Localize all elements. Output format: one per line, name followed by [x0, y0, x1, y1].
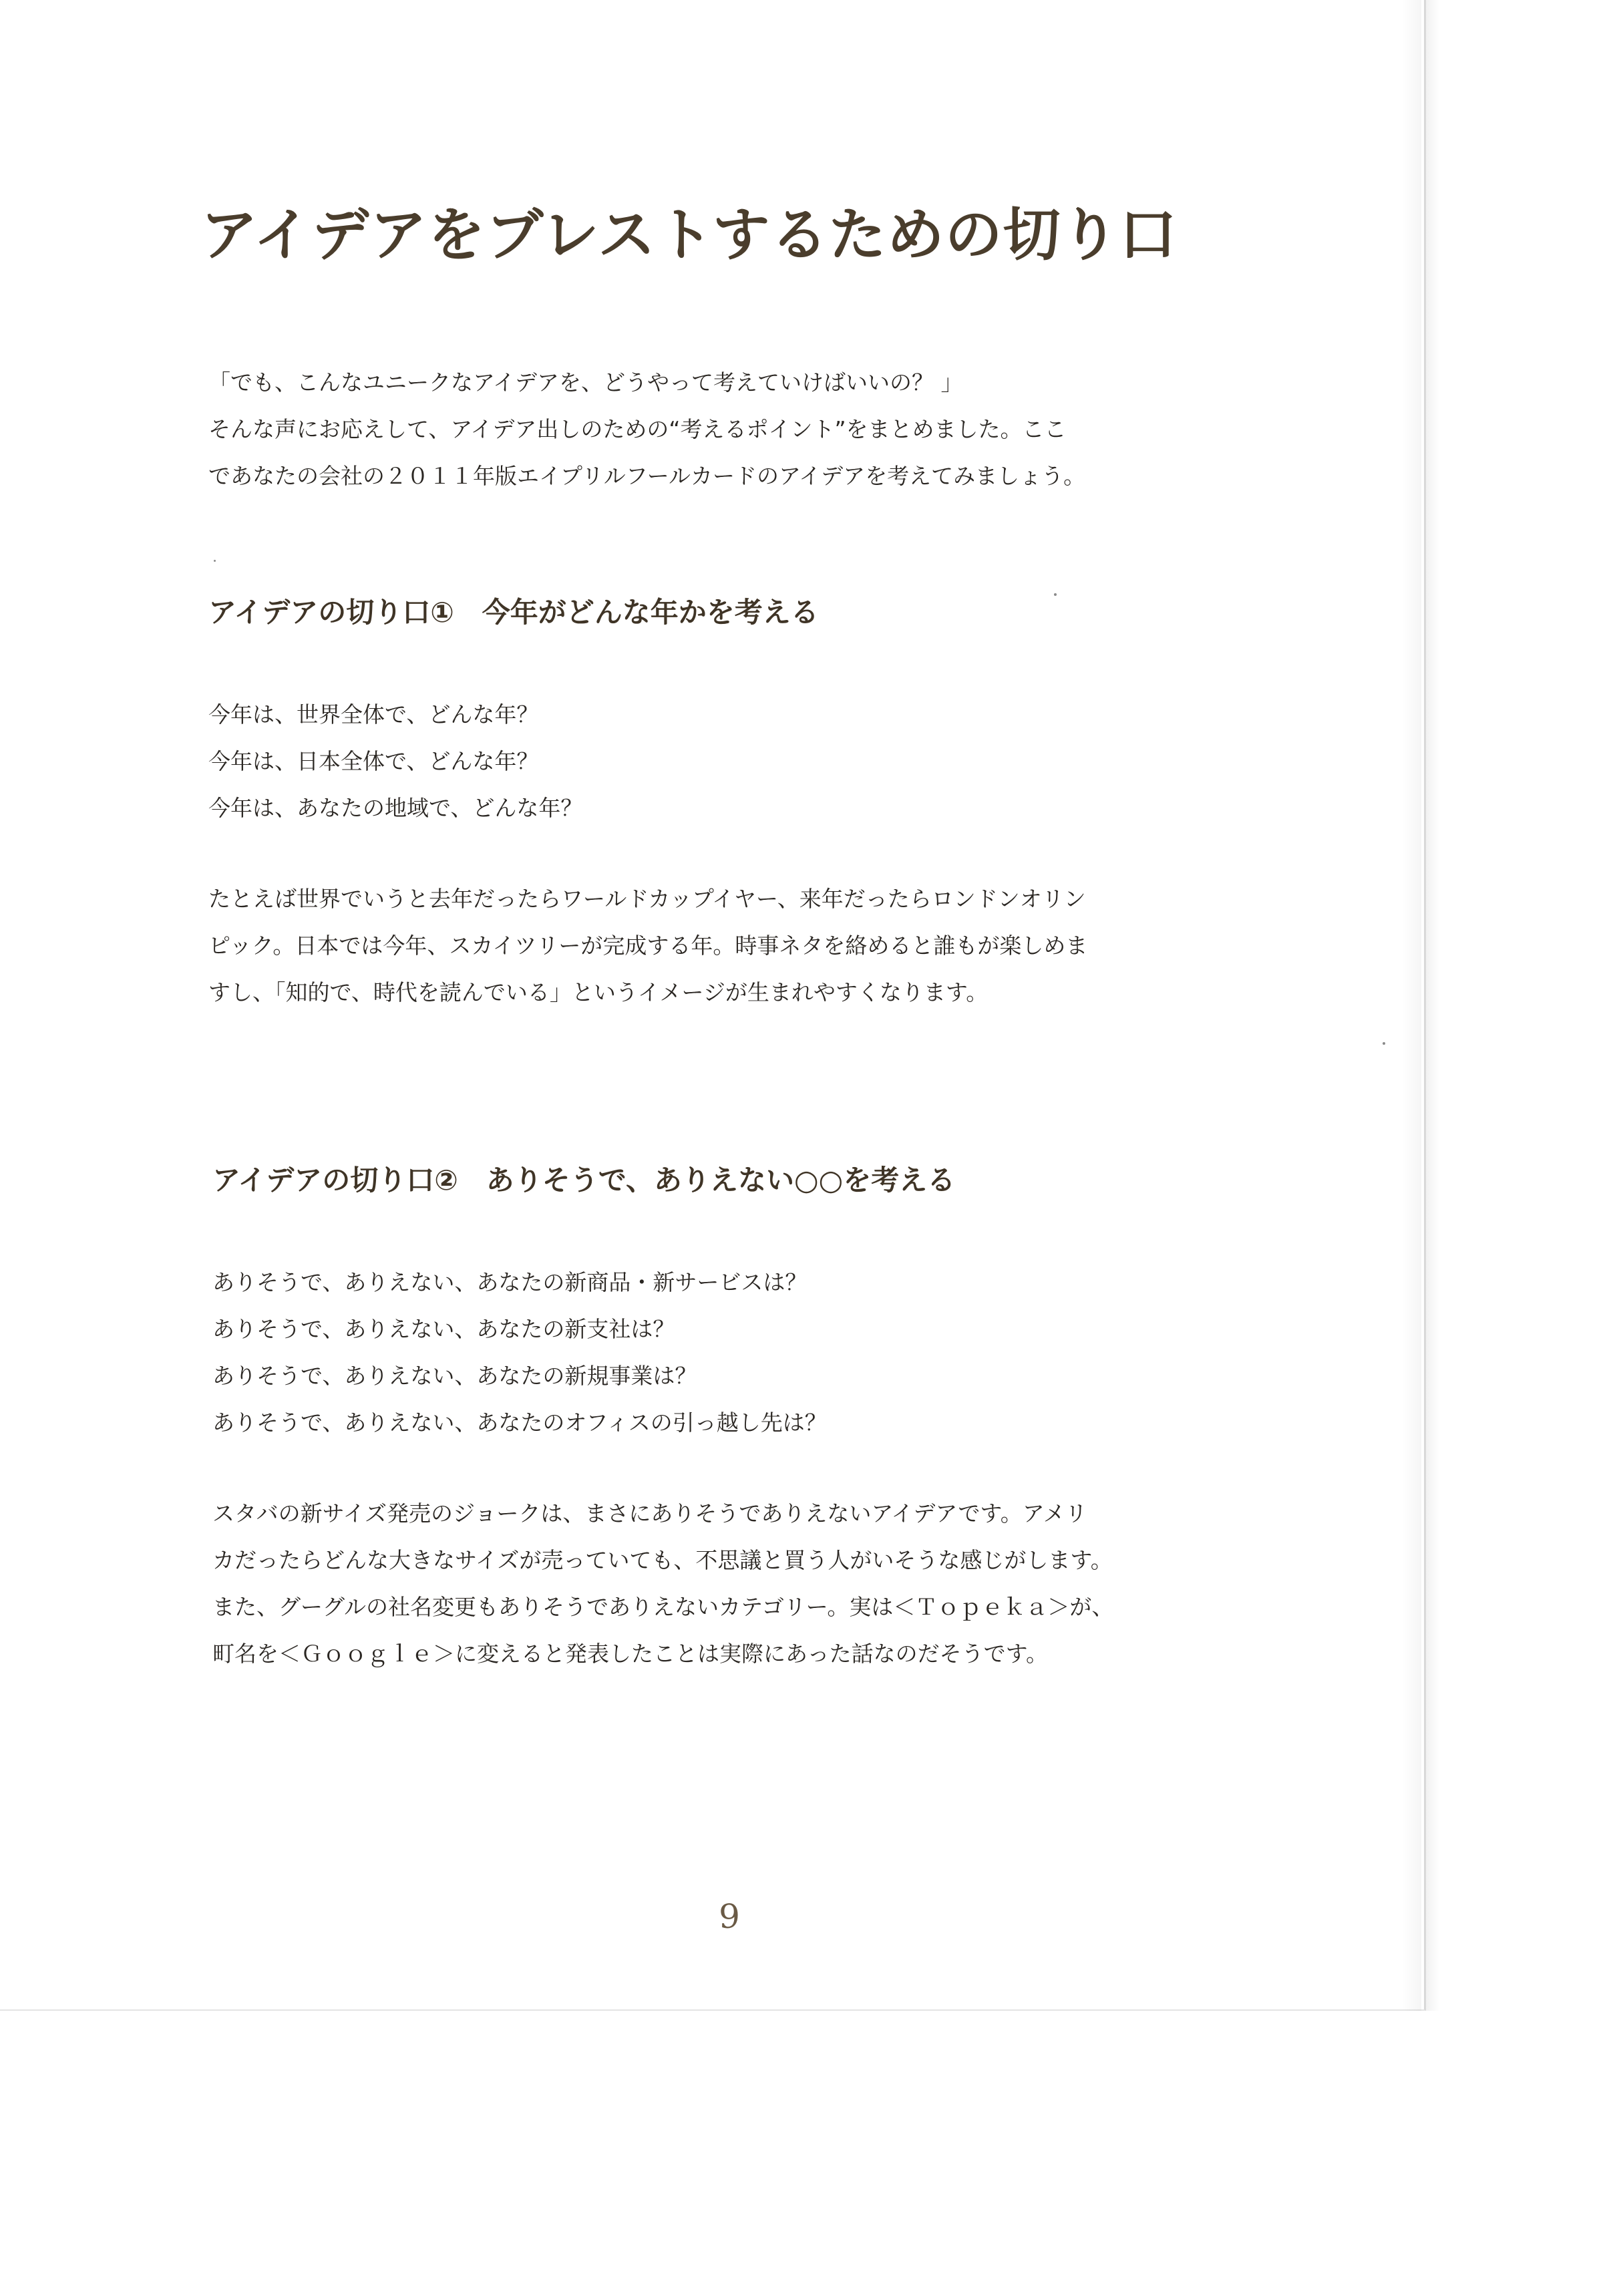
page-title: アイデアをブレストするための切り口 — [200, 201, 1178, 269]
page-shadow — [1401, 0, 1421, 2011]
intro-line: そんな声にお応えして、アイデア出しのための“考えるポイント”をまとめました。ここ — [208, 416, 1067, 442]
intro-paragraph — [208, 359, 1310, 500]
question-line: ありそうで、ありえない、あなたのオフィスの引っ越し先は？ — [212, 1409, 827, 1436]
section-1-body — [208, 876, 1310, 1016]
paragraph-gap — [212, 1446, 1314, 1490]
section-2-heading: アイデアの切り口② ありそうで、ありえない○○を考える — [212, 1164, 956, 1196]
section-1-questions — [208, 691, 1310, 832]
body-line: また、グーグルの社名変更もありそうでありえないカテゴリー。実は＜Ｔｏｐｅｋａ＞が、 — [212, 1593, 1114, 1620]
body-line: スタバの新サイズ発売のジョークは、まさにありそうでありえないアイデアです。アメリ — [212, 1500, 1087, 1526]
section-2 — [212, 1162, 1314, 1677]
question-line: ありそうで、ありえない、あなたの新支社は？ — [212, 1315, 675, 1342]
body-line: たとえば世界でいうと去年だったらワールドカップイヤー、来年だったらロンドンオリン — [208, 885, 1086, 912]
scan-speck — [214, 560, 216, 562]
body-line: ピック。日本では今年、スカイツリーが完成する年。時事ネタを絡めると誰もが楽しめま — [208, 932, 1088, 959]
body-line: 町名を＜Ｇｏｏｇｌｅ＞に変えると発表したことは実際にあった話なのだそうです。 — [212, 1640, 1049, 1667]
section-2-questions — [212, 1259, 1314, 1446]
scan-speck — [1054, 593, 1057, 596]
question-line: 今年は、あなたの地域で、どんな年？ — [208, 794, 583, 821]
section-1-heading: アイデアの切り口① 今年がどんな年かを考える — [208, 596, 819, 629]
paragraph-gap — [208, 832, 1310, 876]
question-line: ありそうで、ありえない、あなたの新規事業は？ — [212, 1362, 697, 1389]
body-line: すし、「知的で、時代を読んでいる」というイメージが生まれやすくなります。 — [208, 979, 989, 1005]
page-edge — [1426, 0, 1439, 2011]
question-line: 今年は、日本全体で、どんな年？ — [208, 748, 539, 774]
page-number: 9 — [719, 1897, 740, 1936]
intro-line: であなたの会社の２０１１年版エイプリルフールカードのアイデアを考えてみましょう。 — [208, 463, 1086, 489]
section-1 — [208, 595, 1310, 1016]
intro-line: 「でも、こんなユニークなアイデアを、どうやって考えていけばいいの？ 」 — [208, 369, 963, 395]
question-line: ありそうで、ありえない、あなたの新商品・新サービスは？ — [212, 1269, 808, 1295]
question-line: 今年は、世界全体で、どんな年？ — [208, 701, 539, 727]
section-2-body — [212, 1490, 1314, 1677]
body-line: カだったらどんな大きなサイズが売っていても、不思議と買う人がいそうな感じがします。 — [212, 1546, 1113, 1573]
scan-speck — [1383, 1042, 1385, 1045]
